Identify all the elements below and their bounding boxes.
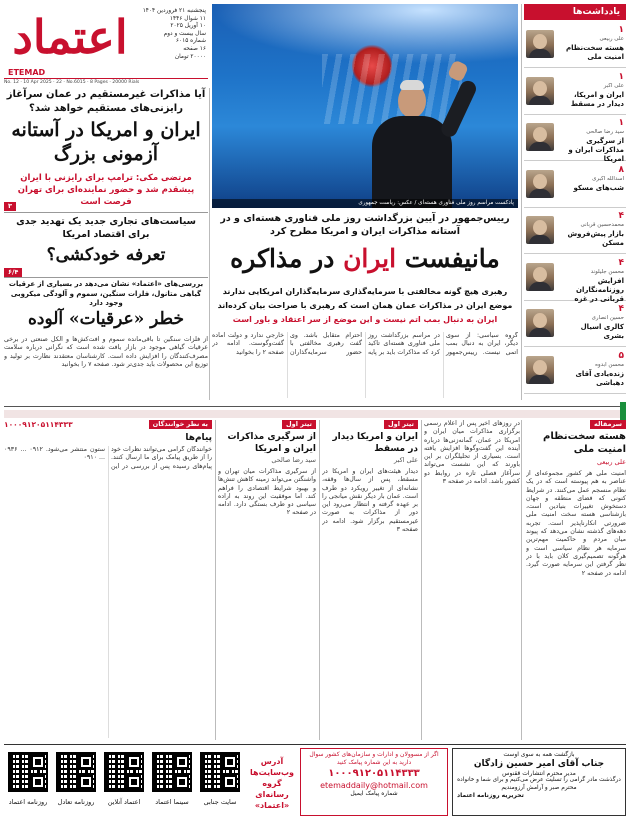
col4-title[interactable]: از سرگیری مذاکرات ایران و امریکا [227, 432, 316, 454]
col4-body: از سرگیری مذاکرات میان تهران و واشنگتن می‌تواند زمینه کاهش تنش‌ها و بهبود شرایط اقتصادی را فراهم کند. اما موفقیت این روند به اراده سیاسی دو طرف بستگی دارد. ادامه در صفحه ۲ [218, 468, 316, 517]
main-headline[interactable] [212, 242, 518, 276]
author-photo [526, 30, 554, 58]
qr-code[interactable] [200, 752, 240, 792]
story1-kicker: آیا مذاکرات غیرمستقیم در عمان سرآغاز رایزنی‌های مستقیم خواهد شد؟ [6, 89, 206, 114]
date-fa: پنجشنبه ۲۱ فروردین ۱۴۰۴ [142, 8, 206, 14]
opinion-title: ایران و امریکا، دیدار در مسقط [570, 90, 624, 108]
opinion-title: افزایش روزنامه‌نگاران قربانی در غزه [574, 276, 624, 303]
story1-headline[interactable]: ایران و امریکا در آستانه آزمونی بزرگ [11, 119, 201, 165]
condolence-title: جناب آقای امیر حسین زادگان [473, 759, 605, 769]
sms-phone[interactable]: ۱۰۰۰۹۱۲۰۵۱۱۴۳۳۳ [328, 768, 420, 779]
story2-kicker: سیاست‌های تجاری جدید یک تهدید جدی برای اقتصاد امریکا [16, 216, 196, 240]
sidebar-item[interactable] [524, 71, 626, 115]
opinion-title: بازار پیش‌فروش مسکن [567, 230, 624, 247]
pages: ۱۶ صفحه [183, 45, 206, 52]
qr-label: اعتماد آنلاین [107, 798, 141, 806]
col5-body: خوانندگان گرامی می‌توانند نظرات خود را از طریق پیامک برای ما ارسال کنند. پیام‌های رسیده پس از بررسی در این ستون منتشر می‌شود. ۰۹۱۲ ... ۰۹۳۶ ... ۰۹۱۰ [4, 446, 212, 470]
story1-deck: مرتضی مکی: ترامپ برای رایزنی با ایران پیشقدم شد و حضور نماینده‌ای برای تهران فرصت است [17, 173, 195, 207]
headline-part: در مذاکره [230, 244, 335, 273]
left-column [4, 88, 208, 400]
col1-author: علی ربیعی [597, 458, 626, 466]
main-deck-3: ایران به دنبال بمب اتم نیست و این موضع از سر اعتقاد و باور است [232, 315, 498, 324]
sms-box [300, 748, 448, 816]
sidebar-item[interactable] [524, 24, 626, 68]
story3-headline[interactable]: خطر «عرقیات» آلوده [27, 309, 185, 329]
date-ar: ۱۱ شوال ۱۴۴۶ [169, 15, 206, 22]
qr-code[interactable] [152, 752, 192, 792]
bottom-col-3 [322, 420, 418, 740]
col4-author: سید رضا صالحی [271, 456, 316, 464]
opinion-title: از سرگیری مذاکرات ایران و امریکا [568, 137, 624, 163]
qr-label: روزنامه اعتماد [8, 798, 48, 806]
author-name: محمدحسین قربانی [580, 222, 624, 228]
page-number: ۴ [618, 304, 624, 314]
green-badge [620, 402, 626, 420]
section-tag: تیتر اول [282, 420, 316, 429]
photo-caption: پادکست مراسم روز ملی فناوری هسته‌ای / عکس: ریاست جمهوری [212, 199, 518, 208]
latin-line: No. 12 · 10 Apr 2025 · 22 · No.6015 · 8 Pages · 20000 Rials [4, 78, 208, 85]
col1-title[interactable]: هسته سخت‌نظام امنیت ملی [543, 431, 626, 455]
qr-label: سایت جنابی [203, 798, 237, 806]
logo-latin: ETEMAD [8, 68, 46, 77]
main-photo [212, 4, 518, 208]
sidebar-title: یادداشت‌ها [524, 4, 626, 20]
opinion-title: هسته سخت‌نظام امنیت ملی [565, 44, 624, 61]
section-tag: به نظر خوانندگان [149, 420, 212, 429]
masthead [4, 4, 208, 84]
author-photo [526, 216, 554, 244]
main-body: گروه سیاسی: از سوی دیگر، ایران به دنبال بمب اتمی نیست. رییس‌جمهور در مراسم بزرگداشت روز ملی فناوری هسته‌ای تاکید کرد که مذاکرات باید بر پایه احترام متقابل باشد. وی گفت رهبری مخالفتی با حضور سرمایه‌گذاران خارجی ندارد و دولت آماده گفت‌وگوست. ادامه در صفحه ۲ را بخوانید [212, 332, 518, 356]
sidebar-item[interactable] [524, 350, 626, 394]
col5-title: پیام‌ها [185, 433, 212, 443]
sidebar-item[interactable] [524, 117, 626, 161]
author-name: حسین انصاری [591, 315, 624, 321]
author-photo [526, 309, 554, 337]
condolence-body: درگذشت مادر گرامی را تسلیت عرض می‌کنیم و برای شما و خانواده محترم صبر و آرامش آرزومندیم [457, 777, 621, 791]
headline-part: ایران [343, 244, 397, 273]
page-number: ۵ [618, 350, 624, 361]
main-story [212, 212, 518, 400]
sms-email[interactable]: etemaddaily@hotmail.com [320, 781, 428, 790]
opinion-title: کالری اسیال بشری [580, 323, 624, 340]
main-deck-2: موضع ایران در مذاکرات عمان همان است که رهبری با صراحت بیان کرده‌اند [217, 301, 513, 310]
author-photo [526, 263, 554, 291]
qr-label: سینما اعتماد [155, 798, 189, 806]
author-name: علی اکبر [603, 82, 624, 89]
author-photo [526, 356, 554, 384]
logo: اعتماد [12, 10, 128, 64]
bottom-col-1 [526, 420, 626, 740]
qr-code[interactable] [104, 752, 144, 792]
main-deck-1: رهبری هیچ گونه مخالفتی با سرمایه‌گذاری سرمایه‌گذاران امریکایی ندارند [222, 287, 508, 296]
sms-label: شماره پیامک ایمیل [350, 790, 398, 797]
page-number: ۱ [618, 71, 624, 82]
bottom-col-4 [218, 420, 316, 740]
author-name: محسن جلیلوند [590, 268, 624, 275]
author-name: علی ربیعی [599, 36, 624, 42]
author-name: محسن آبدوه [595, 361, 624, 368]
col3-body: دیدار هیئت‌های ایران و امریکا در مسقط، پس از سال‌ها وقفه، نشانه‌ای از تغییر رویکرد دو طرف است. عمان بار دیگر نقش میانجی را بر عهده گرفته و انتظار می‌رود این دور از مذاکرات به صورت غیرمستقیم برگزار شود. ادامه در صفحه ۳ [322, 468, 418, 534]
year: سال بیست و دوم [163, 30, 206, 37]
condolence-box [452, 748, 626, 816]
page-number: ۱ [618, 25, 624, 35]
bottom-col-5 [4, 420, 212, 740]
headline-part: مانیفست [404, 244, 500, 273]
sidebar-item[interactable] [524, 210, 626, 254]
story3-kicker: بررسی‌های «اعتماد» نشان می‌دهد در بسیاری از عرقیات گیاهی متانول، فلزات سنگین، سموم و آلودگی میکروبی وجود دارد [8, 280, 204, 307]
price: ۲۰۰۰۰ تومان [174, 53, 206, 60]
section-tag: تیتر اول [384, 420, 418, 429]
bottom-col-2: در روزهای اخیر پس از اعلام رسمی برگزاری مذاکرات میان ایران و امریکا در عمان، گمانه‌زنی‌ها درباره آینده این گفت‌وگوها افزایش یافته است. بسیاری از تحلیلگران بر این باورند که این نشست می‌تواند سرآغاز فصلی تازه در روابط دو کشور باشد. ادامه در صفحه ۳ [424, 420, 520, 486]
main-kicker: رییس‌جمهور در آیین بزرگداشت روز ملی فناوری هسته‌ای و در آستانه مذاکرات ایران و امریکا مطرح کرد [220, 213, 510, 237]
story2-headline[interactable]: تعرفه خودکشی؟ [46, 245, 166, 265]
sidebar-item[interactable] [524, 303, 626, 347]
col3-title[interactable]: ایران و امریکا دیدار در مسقط [332, 432, 418, 454]
qr-code[interactable] [56, 752, 96, 792]
page-ref-badge: ۳ [4, 202, 16, 211]
page-number: ۴ [618, 257, 624, 268]
condolence-sub: مدیر محترم انتشارات ققنوس [502, 770, 576, 777]
page-number: ۴ [618, 211, 624, 221]
page-ref-badge: ۶/۴ [4, 268, 22, 277]
col3-author: علی اکبر [394, 456, 418, 464]
condolence-note: بازگشت همه به سوی اوست [503, 751, 575, 758]
websites-title: آدرس وب‌سایت‌ها گروه رسانه‌ای «اعتماد» [250, 757, 294, 810]
qr-code[interactable] [8, 752, 48, 792]
opinion-title: شب‌های مسکو [573, 183, 624, 192]
author-photo [526, 170, 554, 198]
opinion-title: زنده‌یادی آقای دهباشی [575, 369, 624, 387]
author-photo [526, 123, 554, 151]
issue: شماره ۶۰۱۵ [175, 38, 206, 45]
sms-number: ۱۰۰۰۹۱۲۰۵۱۱۴۳۳۳ [4, 420, 73, 429]
page-number: ۸ [618, 164, 624, 175]
date-en: ۱۰ آوریل ۲۰۲۵ [170, 23, 206, 30]
qr-label: روزنامه تعادل [57, 798, 95, 806]
author-photo [526, 77, 554, 105]
story3-body: از فلزات سنگین تا باقی‌مانده سموم و آفت‌کش‌ها و الکل صنعتی در برخی عرقیات گیاهی موجود در بازار یافت شده است که نگرانی درباره سلامت مصرف‌کنندگان را افزایش داده است. کارشناسان معتقدند نظارت بر تولید و توزیع این محصولات باید جدی‌تر شود. صفحه ۷ را بخوانید [4, 336, 208, 368]
section-tag: سرمقاله [590, 420, 626, 429]
qr-strip [4, 748, 244, 816]
sidebar-item[interactable] [524, 257, 626, 301]
author-name: اسدالله اکبری [592, 175, 624, 182]
speaker-figure [362, 76, 472, 208]
sidebar-item[interactable] [524, 164, 626, 208]
condolence-from: تحریریه روزنامه اعتماد [457, 792, 524, 799]
masthead-info [134, 8, 206, 61]
sms-note: اگر از مسوولان و ادارات و سازمان‌های کشور سوال دارید به این شماره پیامک کنید [309, 751, 439, 766]
author-name: سید رضا صالحی [586, 129, 624, 135]
col1-body: امنیت ملی هر کشور مجموعه‌ای از عناصر به هم پیوسته است که در یک نظام منسجم عمل می‌کنند. در شرایط کنونی که فضای منطقه و جهان دستخوش تغییرات بنیادین است، بازشناسی هسته سخت امنیت ملی ضرورتی انکارناپذیر است. تجربه دهه‌های گذشته نشان می‌دهد که پیوند میان مردم و حاکمیت مهم‌ترین سرمایه هر نظام سیاسی است و هرگونه تصمیم‌گیری کلان باید با در نظر گرفتن این سرمایه صورت گیرد. ادامه در صفحه ۲ [526, 470, 626, 577]
page-number: ۱ [618, 118, 624, 128]
